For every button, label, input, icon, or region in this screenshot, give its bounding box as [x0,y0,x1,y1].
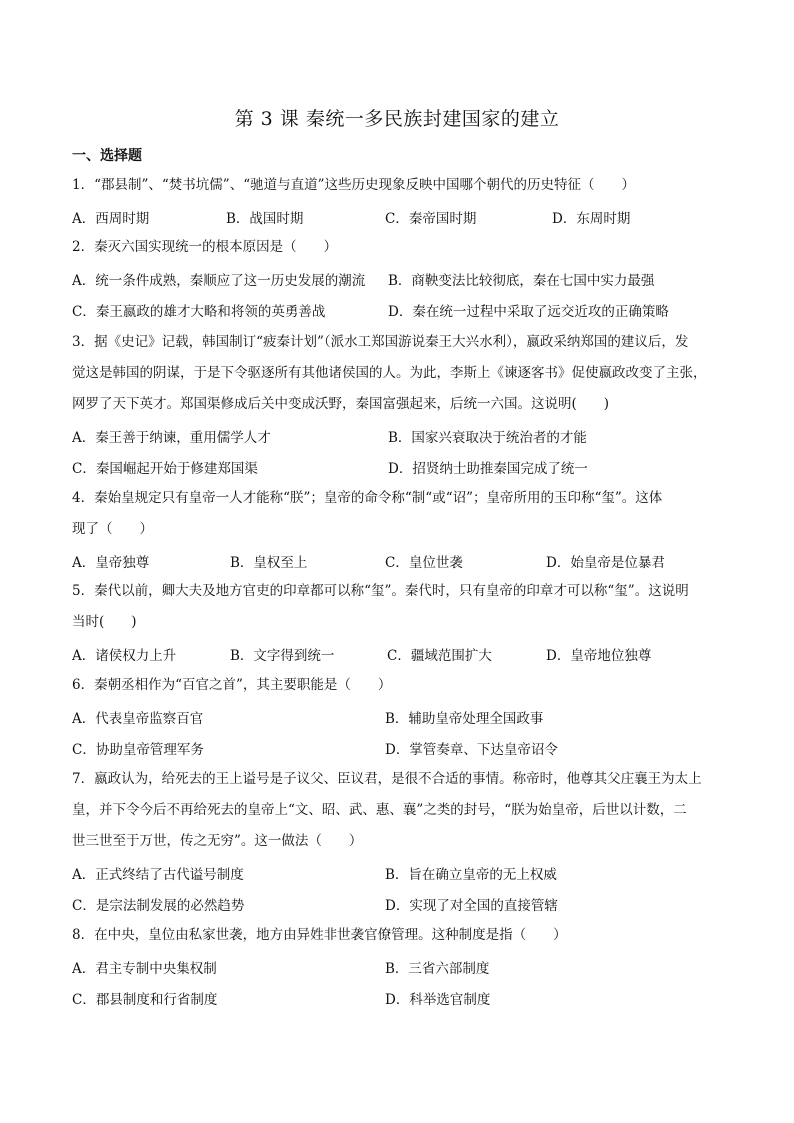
question-4-stem-line-1: 4．秦始皇规定只有皇帝一人才能称“朕”；皇帝的命令称“制“或“诏”；皇帝所用的玉印称“玺”。这体 [72,490,663,506]
question-6-stem: 6．秦朝丞相作为“百官之首”，其主要职能是（ ） [72,677,392,693]
q1-option-b: B．战国时期 [226,211,304,227]
question-3-stem-line-3: 网罗了天下英才。郑国渠修成后关中变成沃野，秦国富强起来，后统一六国。这说明( ) [72,396,610,412]
q6-option-c: C．协助皇帝管理军务 [72,742,204,758]
section-heading: 一、选择题 [72,148,142,164]
q4-option-b: B．皇权至上 [230,555,308,571]
q7-option-c: C．是宗法制发展的必然趋势 [72,898,245,914]
question-7-stem-line-1: 7．嬴政认为，给死去的王上谥号是子议父、臣议君，是很不合适的事情。称帝时，他尊其父庄襄王为太上 [72,771,702,787]
q6-option-d: D．掌管奏章、下达皇帝诏令 [385,742,558,758]
q5-option-c: C．疆域范围扩大 [387,648,492,664]
q6-option-a: A．代表皇帝监察百官 [72,711,204,727]
question-5-stem-line-1: 5．秦代以前，卿大夫及地方官吏的印章都可以称“玺”。秦代时，只有皇帝的印章才可以称“玺”。这说明 [72,583,689,599]
q2-option-a: A．统一条件成熟，秦顺应了这一历史发展的潮流 [72,273,366,289]
q8-option-b: B．三省六部制度 [385,961,490,977]
q1-option-c: C．秦帝国时期 [385,211,477,227]
question-7-stem-line-3: 世三世至于万世，传之无穷”。这一做法（ ） [72,833,363,849]
q2-option-d: D．秦在统一过程中采取了远交近攻的正确策略 [388,304,669,320]
q3-option-a: A．秦王善于纳谏，重用儒学人才 [72,430,271,446]
q2-option-c: C．秦王嬴政的雄才大略和将领的英勇善战 [72,304,326,320]
q7-option-d: D．实现了对全国的直接管辖 [385,898,558,914]
q4-option-a: A．皇帝独尊 [72,555,150,571]
q5-option-b: B．文字得到统一 [230,648,335,664]
q1-option-a: A．西周时期 [72,211,150,227]
q4-option-d: D．始皇帝是位暴君 [546,555,665,571]
question-3-stem-line-1: 3．据《史记》记载，韩国制订“疲秦计划”（派水工郑国游说秦王大兴水利），嬴政采纳郑国的建议后，发 [72,334,689,350]
question-3-stem-line-2: 觉这是韩国的阴谋，于是下令驱逐所有其他诸侯国的人。为此，李斯上《谏逐客书》促使嬴政改变了主张， [72,365,707,381]
q8-option-d: D．科举选官制度 [385,992,491,1008]
q2-option-b: B．商鞅变法比较彻底，秦在七国中实力最强 [388,273,655,289]
question-2-stem: 2．秦灭六国实现统一的根本原因是（ ） [72,239,338,255]
q7-option-b: B．旨在确立皇帝的无上权威 [385,867,557,883]
question-4-stem-line-2: 现了（ ） [72,521,153,537]
q5-option-d: D．皇帝地位独尊 [546,648,652,664]
question-5-stem-line-2: 当时( ) [72,614,137,630]
q6-option-b: B．辅助皇帝处理全国政事 [385,711,544,727]
question-1-stem: 1．“郡县制”、“焚书坑儒”、“驰道与直道”这些历史现象反映中国哪个朝代的历史特征（ ） [72,177,635,193]
question-7-stem-line-2: 皇，并下令今后不再给死去的皇帝上“文、昭、武、惠、襄”之类的封号，“朕为始皇帝，后世以计数，二 [72,802,687,818]
q3-option-b: B．国家兴衰取决于统治者的才能 [388,430,587,446]
q8-option-c: C．郡县制度和行省制度 [72,992,218,1008]
q7-option-a: A．正式终结了古代谥号制度 [72,867,244,883]
q8-option-a: A．君主专制中央集权制 [72,961,217,977]
q5-option-a: A．诸侯权力上升 [72,648,177,664]
question-8-stem: 8．在中央，皇位由私家世袭，地方由异姓非世袭官僚管理。这种制度是指（ ） [72,927,567,943]
q1-option-d: D．东周时期 [552,211,631,227]
q3-option-c: C．秦国崛起开始于修建郑国渠 [72,461,258,477]
page-title: 第 3 课 秦统一多民族封建国家的建立 [234,108,560,130]
q3-option-d: D．招贤纳士助推秦国完成了统一 [388,461,588,477]
q4-option-c: C．皇位世袭 [385,555,463,571]
